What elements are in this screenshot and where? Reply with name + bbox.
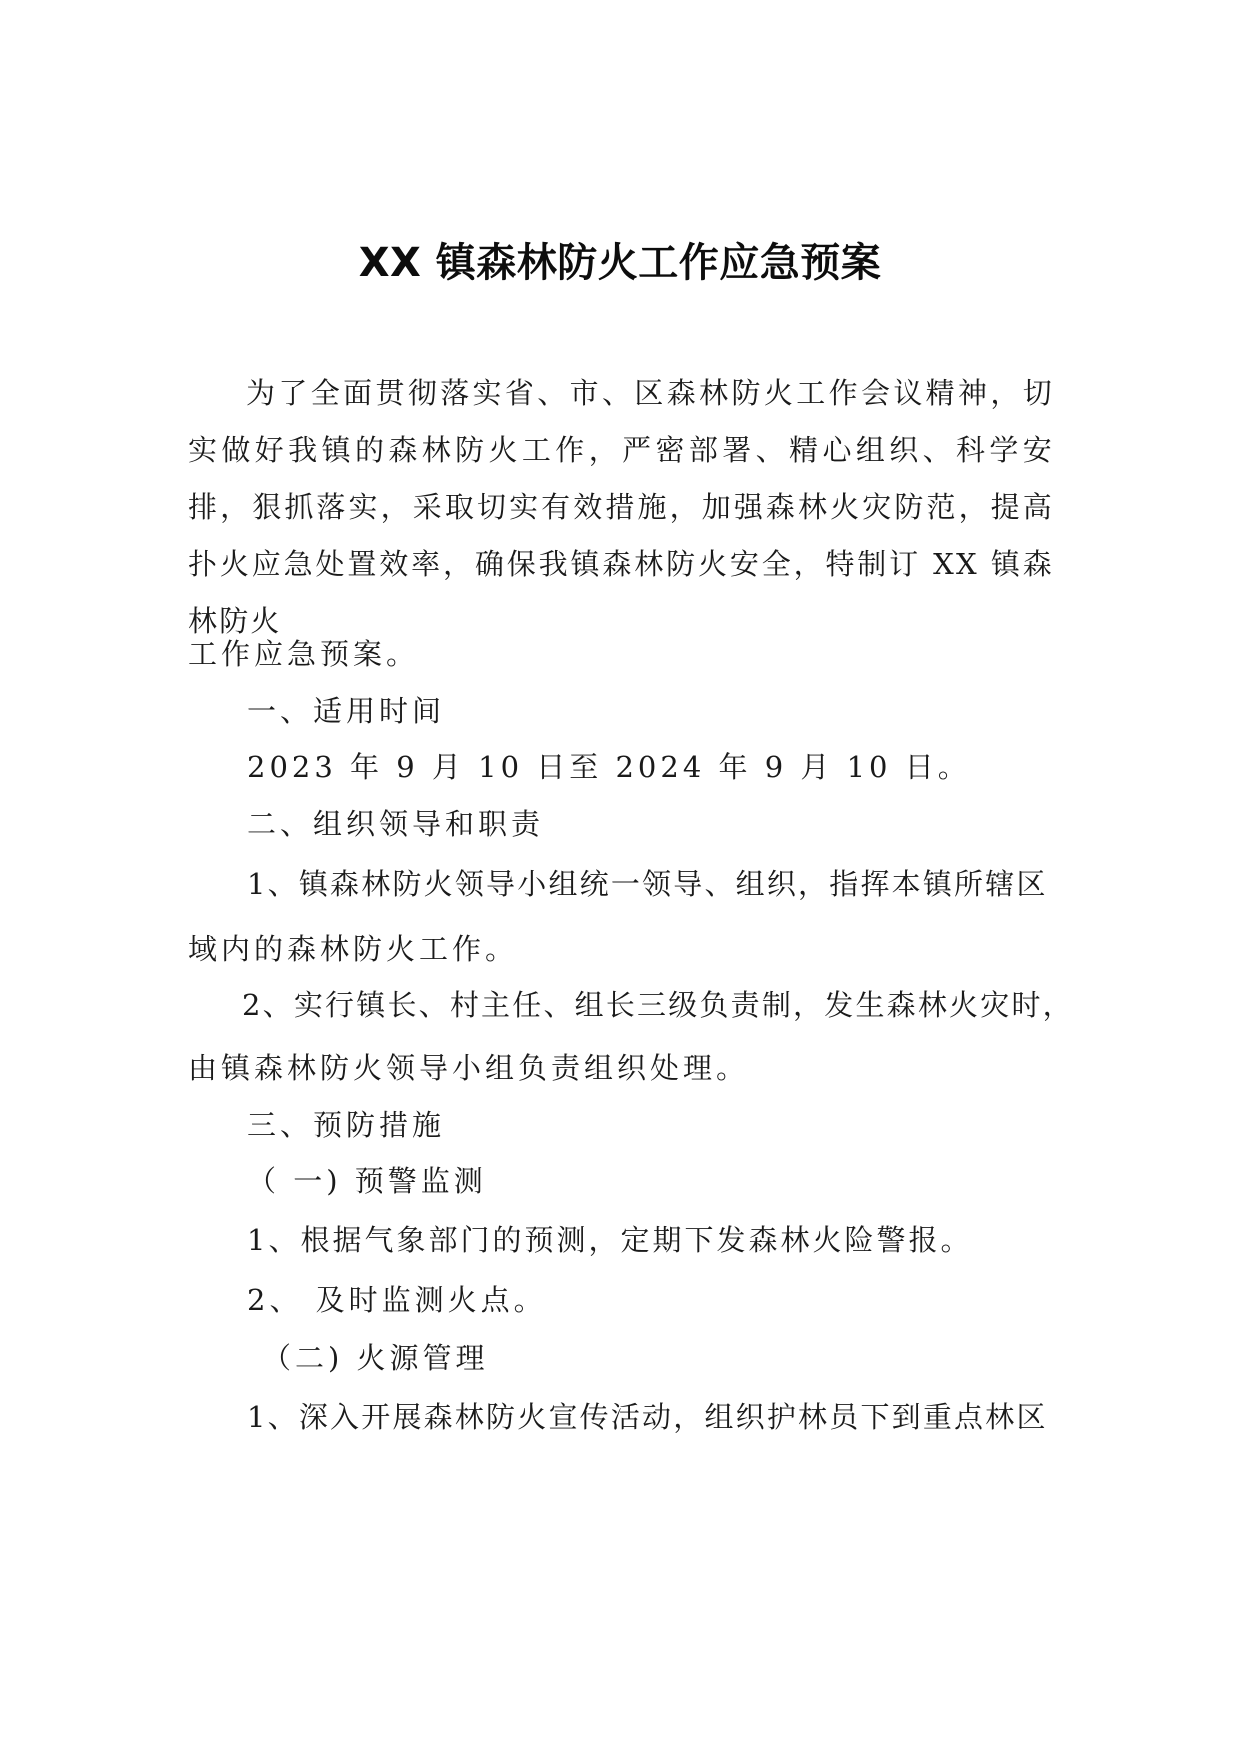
section1-heading: 一、适用时间 xyxy=(247,694,446,728)
section2-item2-line1: 2、实行镇长、村主任、组长三级负责制，发生森林火灾时， xyxy=(242,988,1074,1022)
section1-text: 2023 年 9 月 10 日至 2024 年 9 月 10 日。 xyxy=(247,750,971,784)
subsection1-item2: 2、 及时监测火点。 xyxy=(247,1283,547,1317)
subsection1-item1: 1、根据气象部门的预测，定期下发森林火险警报。 xyxy=(247,1223,973,1257)
section2-item1-line2: 域内的森林防火工作。 xyxy=(188,932,519,966)
intro-paragraph: 为了全面贯彻落实省、市、区森林防火工作会议精神，切实做好我镇的森林防火工作，严密部署、精心组织、科学安排，狠抓落实，采取切实有效措施，加强森林火灾防范，提高扑火应急处置效率，确保我镇森林防火安全，特制订 XX 镇森林防火 xyxy=(188,376,1054,638)
section2-item2-line2: 由镇森林防火领导小组负责组织处理。 xyxy=(188,1051,750,1085)
intro-continuation: 工作应急预案。 xyxy=(188,637,420,671)
document-title: XX 镇森林防火工作应急预案 xyxy=(358,240,882,286)
section2-item1-line1: 1、镇森林防火领导小组统一领导、组织，指挥本镇所辖区 xyxy=(247,867,1048,901)
subsection2-item1: 1、深入开展森林防火宣传活动，组织护林员下到重点林区 xyxy=(247,1400,1048,1434)
section2-heading: 二、组织领导和职责 xyxy=(247,807,545,841)
subsection1-heading: （ 一) 预警监测 xyxy=(247,1164,487,1198)
section3-heading: 三、预防措施 xyxy=(247,1108,446,1142)
subsection2-heading: （二) 火源管理 xyxy=(262,1341,489,1375)
